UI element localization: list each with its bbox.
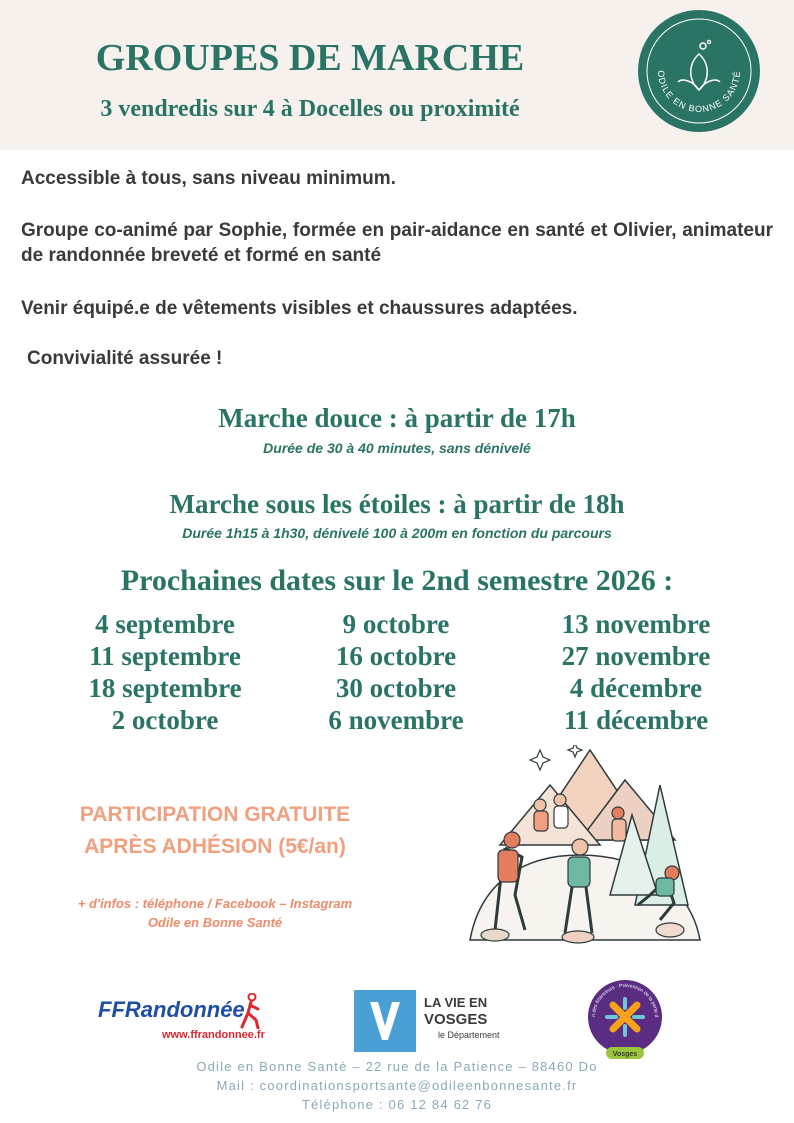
participation-free: PARTICIPATION GRATUITE — [79, 803, 351, 826]
date-item: 18 septembre — [88, 673, 242, 703]
logo-text: ODILE EN BONNE SANTÉ — [655, 69, 743, 115]
dates-column — [55, 608, 275, 736]
cff-badge: Vosges — [612, 1051, 638, 1058]
date-item: 11 décembre — [563, 705, 709, 735]
intro-animators: Groupe co-animé par Sophie, formée en pair-aidance en santé et Olivier, animateur de randonnée breveté et formé en santé — [21, 220, 773, 266]
participation-membership: APRÈS ADHÉSION (5€/an) — [84, 835, 346, 858]
info-org: Odile en Bonne Santé — [147, 915, 283, 930]
date-item: 6 novembre — [328, 705, 464, 735]
vosges-departement-logo — [354, 990, 504, 1052]
commission-financeurs-logo — [586, 978, 664, 1067]
date-item: 2 octobre — [111, 705, 219, 735]
info-contacts: + d'infos : téléphone / Facebook – Instagram — [77, 896, 353, 911]
ff-name: FFRandonnée — [98, 997, 245, 1022]
date-item: 9 octobre — [342, 609, 450, 639]
dates-column — [296, 608, 496, 736]
date-item: 27 novembre — [561, 641, 711, 671]
date-item: 13 novembre — [561, 609, 711, 639]
cff-text: n des financeurs · Prévention de la perte d — [590, 982, 660, 1018]
session-detail: Durée 1h15 à 1h30, dénivelé 100 à 200m en fonction du parcours — [182, 525, 612, 541]
dates-title: Prochaines dates sur le 2nd semestre 2026 : — [120, 564, 674, 597]
footer-address: Odile en Bonne Santé – 22 rue de la Patience – 88460 Do — [196, 1059, 598, 1074]
session-title: Marche douce : à partir de 17h — [218, 403, 576, 433]
page-title: GROUPES DE MARCHE — [95, 37, 525, 79]
footer-mail: Mail : coordinationsportsante@odileenbonnesante.fr — [216, 1078, 578, 1093]
v-letter-icon — [354, 990, 416, 1052]
date-item: 16 octobre — [335, 641, 457, 671]
vosges-line3: le Département — [438, 1030, 500, 1040]
intro-conviviality: Convivialité assurée ! — [27, 348, 223, 369]
vosges-line2: VOSGES — [424, 1011, 488, 1028]
date-item: 11 septembre — [89, 641, 241, 671]
session-title: Marche sous les étoiles : à partir de 18h — [169, 489, 625, 519]
leaf-figure-icon — [638, 10, 760, 132]
date-item: 4 décembre — [569, 673, 703, 703]
vosges-line1: LA VIE EN — [424, 995, 488, 1010]
date-item: 30 octobre — [335, 673, 457, 703]
hiker-icon — [238, 993, 264, 1029]
page-subtitle: 3 vendredis sur 4 à Docelles ou proximité — [100, 96, 520, 122]
odile-logo — [638, 10, 760, 132]
cff-emblem-icon — [586, 978, 664, 1062]
svg-text:ODILE EN BONNE SANTÉ — [656, 70, 742, 114]
ff-url: www.ffrandonnee.fr — [162, 1029, 265, 1041]
date-item: 4 septembre — [95, 609, 235, 639]
footer-phone: Téléphone : 06 12 84 62 76 — [301, 1097, 493, 1112]
intro-equipment: Venir équipé.e de vêtements visibles et chaussures adaptées. — [21, 298, 578, 319]
session-detail: Durée de 30 à 40 minutes, sans dénivelé — [263, 440, 531, 456]
ffrandonnee-logo — [98, 993, 268, 1045]
intro-accessible: Accessible à tous, sans niveau minimum. — [21, 168, 396, 189]
dates-column — [526, 608, 746, 736]
hikers-illustration — [460, 745, 710, 945]
